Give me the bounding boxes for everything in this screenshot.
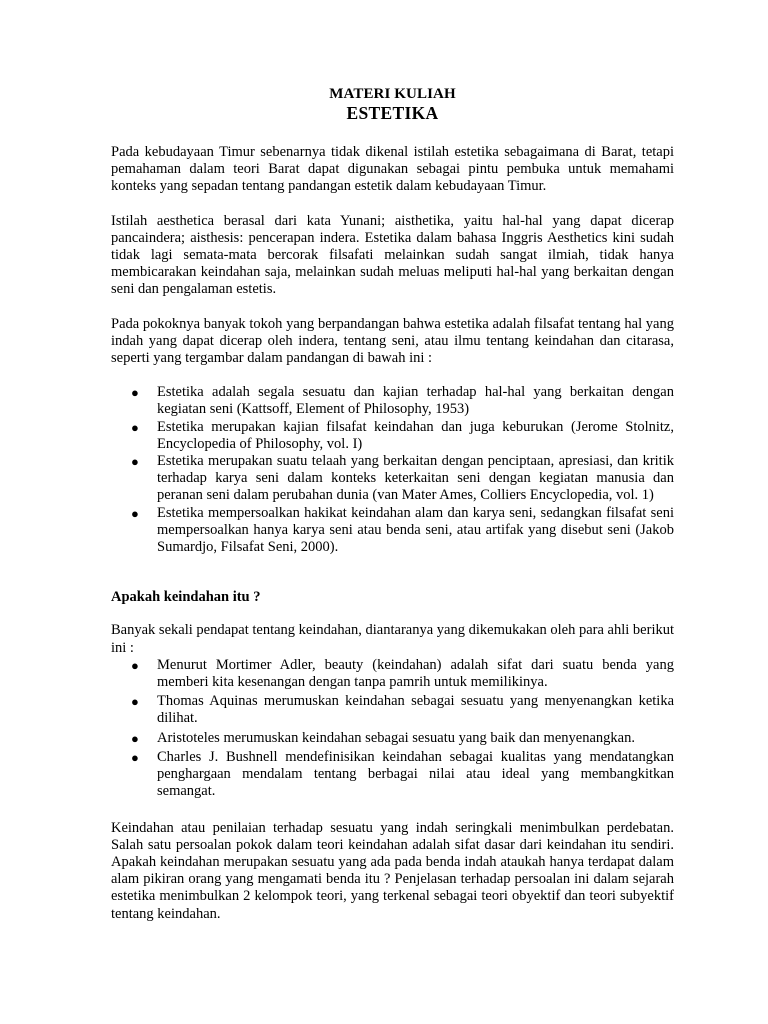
list-item-text: Estetika merupakan suatu telaah yang berkaitan dengan penciptaan, apresiasi, dan kritik terhadap karya seni dalam konteks keterkaitan seni dengan kegiatan manusia dan peranan seni dalam perubahan dunia (van Mater Ames, Colliers Encyclopedia, vol. 1) xyxy=(157,453,674,504)
list-item xyxy=(111,453,674,505)
list-item xyxy=(111,749,674,801)
list-item xyxy=(111,730,674,747)
paragraph-intro: Pada kebudayaan Timur sebenarnya tidak dikenal istilah estetika sebagaimana di Barat, tetapi pemahaman dalam teori Barat dapat digunakan sebagai pintu pembuka untuk memahami konteks yang sepadan tentang pandangan estetik dalam kebudayaan Timur. xyxy=(111,144,674,195)
bullet-icon: ● xyxy=(131,749,139,765)
document-page xyxy=(111,86,674,923)
list-item xyxy=(111,419,674,453)
title-block xyxy=(111,86,674,124)
document-subtitle: MATERI KULIAH xyxy=(329,86,456,102)
bullet-icon: ● xyxy=(131,454,139,470)
document-title: ESTETIKA xyxy=(346,103,439,123)
paragraph-debate: Keindahan atau penilaian terhadap sesuatu yang indah seringkali menimbulkan perdebatan. Salah satu persoalan pokok dalam teori keindahan adalah sifat dasar dari keindahan itu sendiri. Apakah keindahan merupakan sesuatu yang ada pada benda indah ataukah hanya terdapat dalam alam pikiran orang yang mengamati benda itu ? Penjelasan terhadap persoalan ini dalam sejarah estetika menimbulkan 2 kelompok teori, yang terkenal sebagai teori obyektif dan teori subyektif tentang keindahan. xyxy=(111,819,674,922)
bullet-icon: ● xyxy=(131,694,139,710)
list-item xyxy=(111,505,674,557)
list-item-text: Aristoteles merumuskan keindahan sebagai sesuatu yang baik dan menyenangkan. xyxy=(157,729,635,746)
definitions-list xyxy=(111,384,674,556)
paragraph-etymology: Istilah aesthetica berasal dari kata Yunani; aisthetika, yaitu hal-hal yang dapat dicerap pancaindera; aisthesis: pencerapan indera. Estetika dalam bahasa Inggris Aesthetics kini sudah tidak lagi semata-mata bercorak filsafati melainkan sudah sangat ilmiah, tidak hanya membicarakan keindahan saja, melainkan sudah meluas meliputi hal-hal yang berkaitan dengan seni dan pengalaman estetis. xyxy=(111,212,674,298)
list-item-text: Charles J. Bushnell mendefinisikan keindahan sebagai kualitas yang mendatangkan penghargaan mendalam tentang berbagai nilai atau ideal yang membangkitkan semangat. xyxy=(157,748,674,800)
paragraph-definition: Pada pokoknya banyak tokoh yang berpandangan bahwa estetika adalah filsafat tentang hal yang indah yang dapat dicerap oleh indera, tentang seni, atau ilmu tentang keindahan dan citarasa, seperti yang tergambar dalam pandangan di bawah ini : xyxy=(111,315,674,367)
list-item-text: Estetika merupakan kajian filsafat keindahan dan juga keburukan (Jerome Stolnitz, Encyclopedia of Philosophy, vol. I) xyxy=(157,418,674,452)
list-item xyxy=(111,657,674,691)
list-item-text: Estetika mempersoalkan hakikat keindahan alam dan karya seni, sedangkan filsafat seni mempersoalkan hanya karya seni atau benda seni, atau artifak yang disebut seni (Jakob Sumardjo, Filsafat Seni, 2000). xyxy=(157,504,674,556)
bullet-icon: ● xyxy=(131,385,139,401)
list-item-text: Thomas Aquinas merumuskan keindahan sebagai sesuatu yang menyenangkan ketika dilihat. xyxy=(157,693,674,727)
bullet-icon: ● xyxy=(131,419,139,435)
list-item-text: Estetika adalah segala sesuatu dan kajian terhadap hal-hal yang berkaitan dengan kegiatan seni (Kattsoff, Element of Philosophy, 1953) xyxy=(157,384,674,418)
list-item xyxy=(111,693,674,727)
bullet-icon: ● xyxy=(131,505,139,521)
list-item-text: Menurut Mortimer Adler, beauty (keindahan) adalah sifat dari suatu benda yang memberi kita kesenangan dengan tanpa pamrih untuk memilikinya. xyxy=(157,656,674,691)
bullet-icon: ● xyxy=(131,657,139,673)
section-heading: Apakah keindahan itu ? xyxy=(111,589,261,606)
opinions-list xyxy=(111,657,674,801)
bullet-icon: ● xyxy=(131,730,139,746)
paragraph-opinions: Banyak sekali pendapat tentang keindahan, diantaranya yang dikemukakan oleh para ahli berikut ini : xyxy=(111,622,674,656)
list-item xyxy=(111,384,674,418)
